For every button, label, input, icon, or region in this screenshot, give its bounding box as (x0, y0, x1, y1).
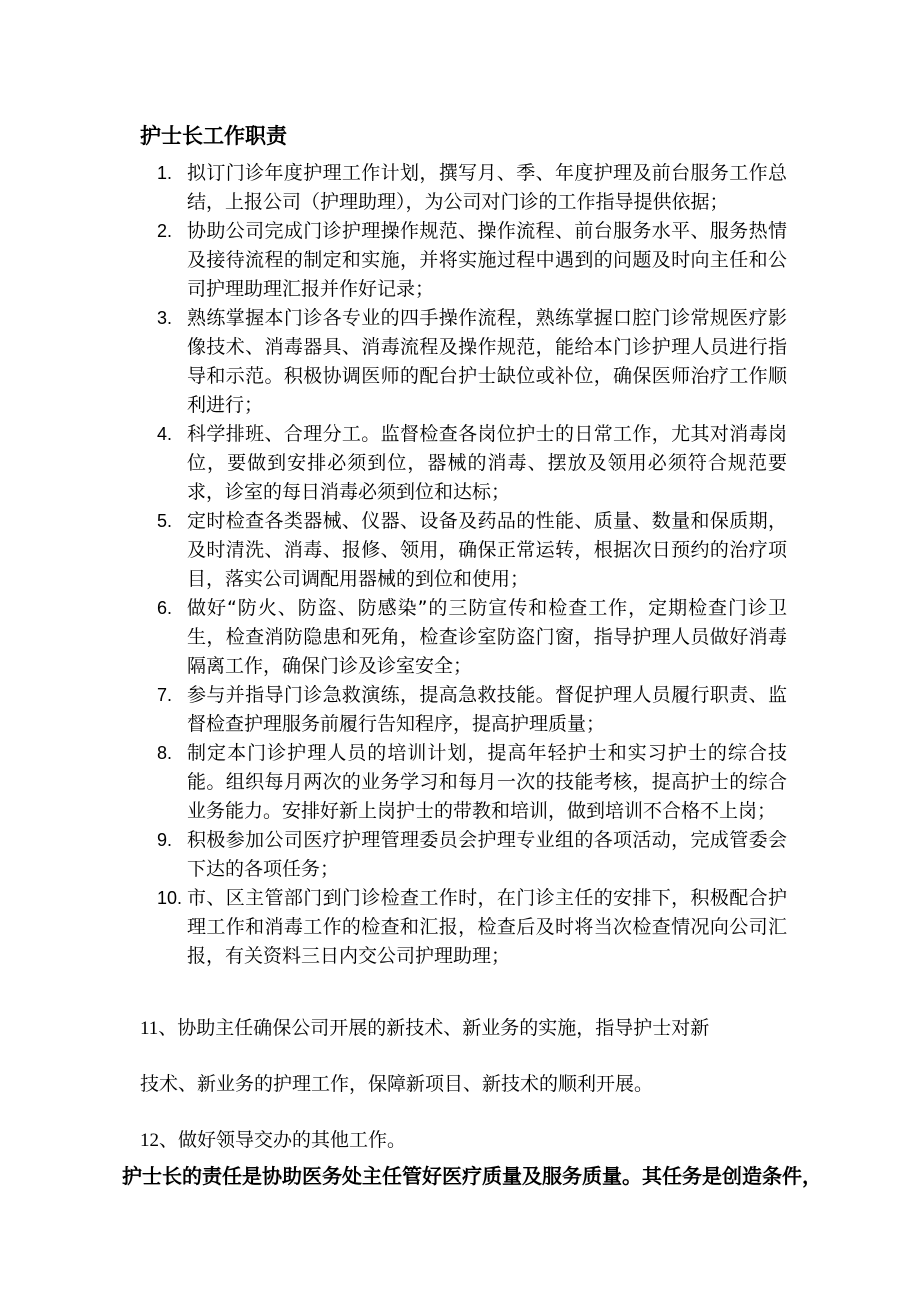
list-item-text: 参与并指导门诊急救演练，提高急救技能。督促护理人员履行职责、监督检查护理服务前履行告知程序，提高护理质量； (187, 684, 787, 735)
list-item (140, 507, 790, 594)
list-item-text: 定时检查各类器械、仪器、设备及药品的性能、质量、数量和保质期，及时清洗、消毒、报修、领用，确保正常运转，根据次日预约的治疗项目，落实公司调配用器械的到位和使用； (187, 510, 787, 590)
list-item-text: 熟练掌握本门诊各专业的四手操作流程，熟练掌握口腔门诊常规医疗影像技术、消毒器具、消毒流程及操作规范，能给本门诊护理人员进行指导和示范。积极协调医师的配台护士缺位或补位，确保医师治疗工作顺利进行； (187, 307, 787, 416)
list-item-number: 1. (157, 163, 173, 183)
paragraph-11-number: 11 (140, 1018, 159, 1039)
paragraph-12 (140, 1127, 790, 1154)
list-item-text: 拟订门诊年度护理工作计划，撰写月、季、年度护理及前台服务工作总结，上报公司（护理助理），为公司对门诊的工作指导提供依据； (187, 162, 787, 213)
list-item-number: 2. (157, 221, 173, 241)
list-item (140, 739, 790, 826)
list-item-number: 4. (157, 424, 173, 444)
list-item-number: 3. (157, 308, 173, 328)
list-item (140, 826, 790, 884)
list-item-text: 制定本门诊护理人员的培训计划，提高年轻护士和实习护士的综合技能。组织每月两次的业务学习和每月一次的技能考核，提高护士的综合业务能力。安排好新上岗护士的带教和培训，做到培训不合格不上岗； (187, 742, 787, 822)
list-item-number: 5. (157, 511, 173, 531)
list-item (140, 304, 790, 420)
closing-bold-text: 护士长的责任是协助医务处主任管好医疗质量及服务质量。其任务是创造条件， (122, 1164, 822, 1188)
list-item-text: 科学排班、合理分工。监督检查各岗位护士的日常工作，尤其对消毒岗位，要做到安排必须到位，器械的消毒、摆放及领用必须符合规范要求，诊室的每日消毒必须到位和达标； (187, 423, 787, 503)
paragraph-12-number: 12 (140, 1130, 159, 1151)
list-item-number: 8. (157, 743, 173, 763)
list-item-number: 7. (157, 685, 173, 705)
list-item-number: 6. (157, 598, 173, 618)
list-item-text: 积极参加公司医疗护理管理委员会护理专业组的各项活动，完成管委会下达的各项任务； (187, 829, 787, 880)
paragraph-11-line1 (140, 1015, 790, 1042)
list-item (140, 884, 790, 971)
list-item-text: 做好“防火、防盗、防感染”的三防宣传和检查工作，定期检查门诊卫生，检查消防隐患和死角，检查诊室防盗门窗，指导护理人员做好消毒隔离工作，确保门诊及诊室安全； (187, 597, 787, 677)
list-item (140, 594, 790, 681)
paragraph-11-line2: 技术、新业务的护理工作，保障新项目、新技术的顺利开展。 (140, 1073, 654, 1095)
list-item (140, 420, 790, 507)
list-item (140, 159, 790, 217)
document-title: 护士长工作职责 (140, 124, 287, 148)
paragraph-11-text: 、协助主任确保公司开展的新技术、新业务的实施，指导护士对新 (158, 1017, 710, 1039)
list-item-text: 市、区主管部门到门诊检查工作时，在门诊主任的安排下，积极配合护理工作和消毒工作的检查和汇报，检查后及时将当次检查情况向公司汇报，有关资料三日内交公司护理助理； (187, 887, 787, 967)
paragraph-12-text: 、做好领导交办的其他工作。 (159, 1129, 407, 1151)
list-item-text: 协助公司完成门诊护理操作规范、操作流程、前台服务水平、服务热情及接待流程的制定和实施，并将实施过程中遇到的问题及时向主任和公司护理助理汇报并作好记录； (187, 220, 787, 300)
list-item-number: 9. (157, 830, 173, 850)
list-item-number: 10. (157, 888, 183, 908)
duties-list (140, 159, 790, 971)
list-item (140, 217, 790, 304)
list-item (140, 681, 790, 739)
